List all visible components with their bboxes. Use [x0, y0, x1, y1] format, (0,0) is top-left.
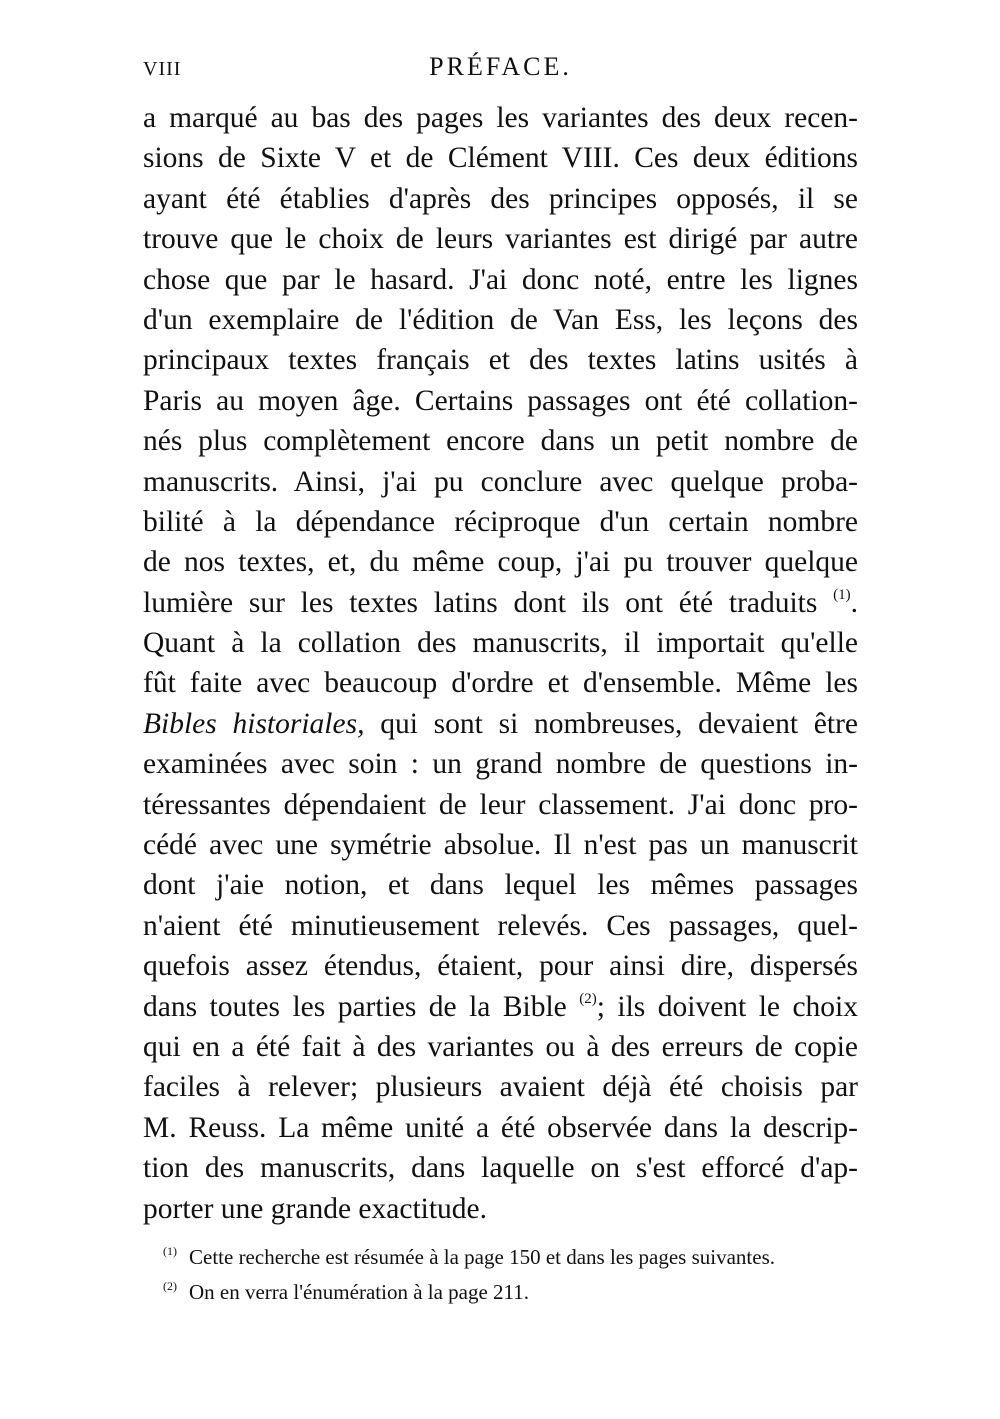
text-line: d'un exemplaire de l'édition de Van Ess, les leçons des [143, 303, 858, 336]
footnotes [163, 1240, 863, 1310]
text-line: tion des manuscrits, dans laquelle on s'est efforcé d'ap- [143, 1152, 858, 1185]
page-header [143, 48, 858, 94]
text-line-with-italic [143, 704, 858, 744]
footnote-reference-2: (2) [579, 990, 597, 1007]
text-line: ayant été établies d'après des principes opposés, il se [143, 182, 858, 215]
text-line: examinées avec soin : un grand nombre de questions in- [143, 748, 858, 781]
text-line: quefois assez étendus, étaient, pour ainsi dire, dispersés [143, 950, 858, 983]
text-line: porter une grande exactitude. [143, 1192, 488, 1225]
text-line-with-note-ref [143, 987, 858, 1027]
text-line: n'aient été minutieusement relevés. Ces passages, quel- [143, 909, 858, 942]
text-line: nés plus complètement encore dans un petit nombre de [143, 425, 858, 458]
page-number: VIII [143, 58, 182, 80]
footnote-mark: (2) [163, 1279, 177, 1293]
text-line: fût faite avec beaucoup d'ordre et d'ensemble. Même les [143, 667, 858, 700]
text-line: qui en a été fait à des variantes ou à des erreurs de copie [143, 1030, 858, 1063]
italic-title: Bibles historiales, [143, 707, 365, 740]
footnote-mark: (1) [163, 1244, 177, 1258]
text-line: dont j'aie notion, et dans lequel les mêmes passages [143, 869, 858, 902]
text-segment: dans toutes les parties de la Bible [143, 990, 567, 1023]
text-line: chose que par le hasard. J'ai donc noté, entre les lignes [143, 263, 858, 296]
sentence-period: . [850, 586, 859, 619]
text-line: de nos textes, et, du même coup, j'ai pu trouver quelque [143, 546, 858, 579]
text-line-with-note-ref [143, 583, 858, 623]
footnote-2 [163, 1275, 863, 1310]
text-line: faciles à relever; plusieurs avaient déjà été choisis par [143, 1071, 858, 1104]
text-line: téressantes dépendaient de leur classement. J'ai donc pro- [143, 788, 858, 821]
text-segment: qui sont si nombreuses, devaient être [380, 707, 858, 740]
text-line: a marqué au bas des pages les variantes des deux recen- [143, 102, 858, 134]
footnote-reference-1: (1) [833, 586, 851, 603]
text-line: bilité à la dépendance réciproque d'un certain nombre [143, 505, 858, 538]
text-line: principaux textes français et des textes latins usités à [143, 344, 858, 377]
text-line: sions de Sixte V et de Clément VIII. Ces deux éditions [143, 142, 858, 175]
text-segment: lumière sur les textes latins dont ils ont été traduits [143, 586, 818, 619]
text-line: Paris au moyen âge. Certains passages ont été collation- [143, 384, 858, 417]
text-line: M. Reuss. La même unité a été observée dans la descrip- [143, 1111, 858, 1144]
text-line: cédé avec une symétrie absolue. Il n'est pas un manuscrit [143, 829, 858, 862]
footnote-text: Cette recherche est résumée à la page 150 et dans les pages suivantes. [189, 1245, 776, 1269]
text-line: trouve que le choix de leurs variantes est dirigé par autre [143, 223, 858, 256]
text-line: manuscrits. Ainsi, j'ai pu conclure avec quelque proba- [143, 465, 858, 498]
footnote-1 [163, 1240, 863, 1275]
text-line: Quant à la collation des manuscrits, il importait qu'elle [143, 627, 858, 660]
body-paragraph [143, 98, 858, 1229]
footnote-text: On en verra l'énumération à la page 211. [189, 1280, 530, 1304]
text-segment: ; ils doivent le choix [596, 990, 858, 1023]
running-title: PRÉFACE. [429, 52, 572, 81]
